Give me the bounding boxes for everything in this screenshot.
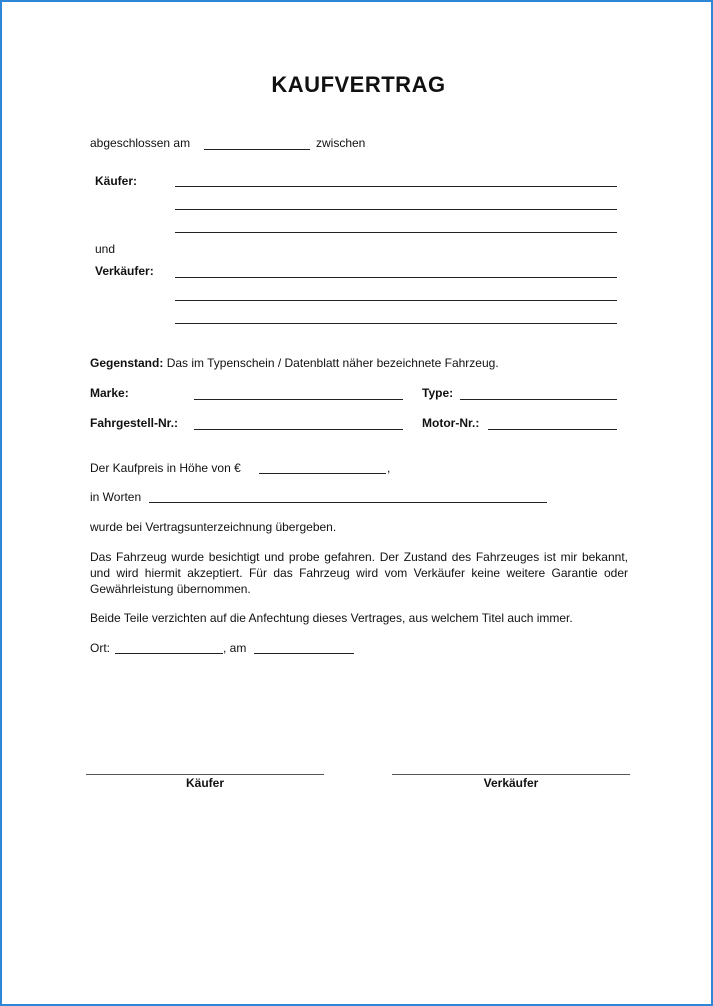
type-line[interactable] (460, 399, 617, 400)
buyer-line-3[interactable] (175, 232, 617, 233)
handed-over-text: wurde bei Vertragsunterzeichnung übergeben. (90, 520, 337, 534)
type-label: Type: (422, 386, 454, 400)
seller-label: Verkäufer: (95, 264, 154, 278)
and-label: und (95, 242, 116, 256)
price-suffix: , (387, 461, 391, 475)
date-label: , am (223, 641, 247, 655)
date-line[interactable] (254, 653, 354, 654)
engine-label: Motor-Nr.: (422, 416, 480, 430)
seller-signature-label: Verkäufer (483, 776, 539, 790)
price-prefix: Der Kaufpreis in Höhe von € (90, 461, 241, 475)
words-label: in Worten (90, 490, 142, 504)
subject-label: Gegenstand: (90, 356, 164, 370)
seller-line-2[interactable] (175, 300, 617, 301)
waiver-paragraph: Beide Teile verzichten auf die Anfechtung dieses Vertrages, aus welchem Titel auch immer. (90, 611, 573, 625)
brand-line[interactable] (194, 399, 403, 400)
brand-label: Marke: (90, 386, 129, 400)
buyer-signature-label: Käufer (185, 776, 224, 790)
buyer-line-2[interactable] (175, 209, 617, 210)
chassis-label: Fahrgestell-Nr.: (90, 416, 179, 430)
buyer-label: Käufer: (95, 174, 138, 188)
place-line[interactable] (115, 653, 223, 654)
intro-prefix: abgeschlossen am (90, 136, 191, 150)
engine-line[interactable] (488, 429, 617, 430)
inspection-paragraph: Das Fahrzeug wurde besichtigt und probe gefahren. Der Zustand des Fahrzeuges ist mir bekannt, und wird hiermit akzeptiert. Für das Fahrzeug wird vom Verkäufer keine weitere Garantie oder Gewährleistung übernommen. (90, 550, 628, 596)
subject-row (90, 356, 499, 370)
document-title: KAUFVERTRAG (271, 72, 446, 97)
seller-line-1[interactable] (175, 277, 617, 278)
seller-signature-line[interactable] (392, 774, 630, 775)
buyer-line-1[interactable] (175, 186, 617, 187)
subject-text: Das im Typenschein / Datenblatt näher bezeichnete Fahrzeug. (166, 356, 499, 370)
price-line[interactable] (259, 473, 386, 474)
seller-line-3[interactable] (175, 323, 617, 324)
intro-suffix: zwischen (316, 136, 366, 150)
place-label: Ort: (90, 641, 110, 655)
buyer-signature-line[interactable] (86, 774, 324, 775)
contract-date-line[interactable] (204, 149, 310, 150)
price-words-line[interactable] (149, 502, 547, 503)
chassis-line[interactable] (194, 429, 403, 430)
